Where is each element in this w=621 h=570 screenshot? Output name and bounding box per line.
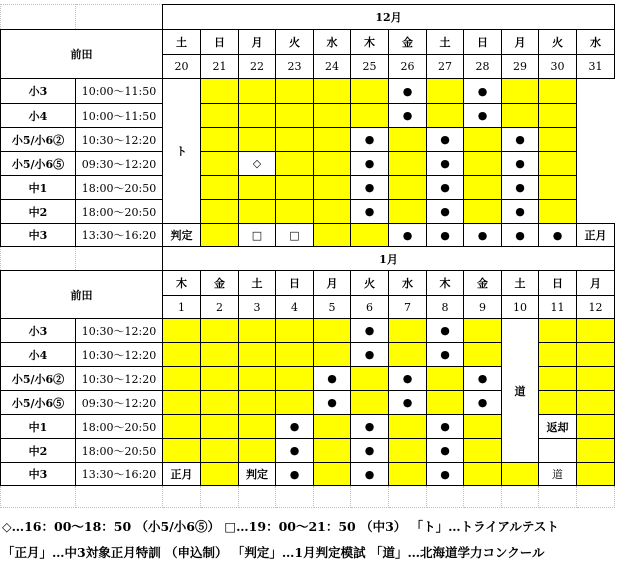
- schedule-cell: ●: [427, 224, 464, 247]
- schedule-cell: [276, 128, 314, 152]
- class-name: 中2: [1, 439, 76, 463]
- schedule-cell: ●: [502, 176, 539, 200]
- schedule-cell: 返却: [539, 415, 577, 439]
- schedule-cell: [389, 343, 427, 367]
- schedule-cell: [539, 152, 577, 176]
- schedule-cell: ◇: [239, 152, 276, 176]
- blank-cell: [76, 247, 163, 271]
- weekday-label: 金: [464, 271, 502, 296]
- date-label: 4: [276, 296, 314, 319]
- schedule-cell: ●: [389, 224, 427, 247]
- schedule-cell: ●: [427, 439, 464, 463]
- schedule-cell: [314, 128, 351, 152]
- date-label: 7: [389, 296, 427, 319]
- weekday-label: 土: [163, 30, 201, 55]
- schedule-cell: [577, 343, 615, 367]
- schedule-cell: [539, 343, 577, 367]
- blank-cell: [539, 486, 577, 508]
- weekday-label: 日: [276, 271, 314, 296]
- schedule-cell: [389, 128, 427, 152]
- schedule-cell: 判定: [239, 463, 276, 486]
- schedule-cell: [239, 104, 276, 128]
- schedule-cell: [239, 128, 276, 152]
- class-name: 小5/小6②: [1, 367, 76, 391]
- schedule-cell: [539, 200, 577, 224]
- schedule-cell: ●: [464, 391, 502, 415]
- weekday-label: 水: [577, 30, 615, 55]
- schedule-cell: ●: [427, 415, 464, 439]
- schedule-cell: ●: [276, 439, 314, 463]
- class-time: 10:30～12:20: [76, 128, 163, 152]
- class-time: 13:30～16:20: [76, 463, 163, 486]
- schedule-cell: [464, 439, 502, 463]
- date-label: 1: [163, 296, 201, 319]
- weekday-label: 水: [314, 30, 351, 55]
- schedule-cell: [539, 319, 577, 343]
- schedule-cell: [314, 463, 351, 486]
- schedule-cell: [276, 367, 314, 391]
- schedule-cell: ●: [351, 415, 389, 439]
- judgement-cell: 判定: [163, 224, 201, 247]
- date-label: 5: [314, 296, 351, 319]
- blank-cell: [76, 5, 163, 30]
- schedule-cell: ●: [351, 319, 389, 343]
- schedule-cell: 正月: [577, 224, 615, 247]
- schedule-cell: [239, 200, 276, 224]
- class-name: 小5/小6⑤: [1, 152, 76, 176]
- schedule-cell: [464, 463, 502, 486]
- schedule-cell: ●: [351, 128, 389, 152]
- schedule-cell: [427, 79, 464, 104]
- date-label: 25: [351, 55, 389, 79]
- class-time: 10:30～12:20: [76, 367, 163, 391]
- schedule-cell: ●: [502, 152, 539, 176]
- weekday-label: 火: [539, 30, 577, 55]
- schedule-cell: [314, 224, 351, 247]
- schedule-cell: [201, 224, 239, 247]
- schedule-cell: [502, 463, 539, 486]
- schedule-cell: [201, 439, 239, 463]
- weekday-label: 日: [201, 30, 239, 55]
- blank-cell: [314, 486, 351, 508]
- schedule-cell: [276, 176, 314, 200]
- class-time: 10:30～12:20: [76, 319, 163, 343]
- weekday-label: 火: [276, 30, 314, 55]
- schedule-cell: [314, 152, 351, 176]
- schedule-cell: [351, 367, 389, 391]
- schedule-cell: [201, 200, 239, 224]
- weekday-label: 日: [539, 271, 577, 296]
- schedule-cell: ●: [276, 415, 314, 439]
- schedule-cell: [427, 367, 464, 391]
- class-time: 10:00～11:50: [76, 79, 163, 104]
- date-label: 28: [464, 55, 502, 79]
- schedule-cell: [389, 152, 427, 176]
- schedule-cell: ●: [464, 224, 502, 247]
- schedule-cell: [276, 79, 314, 104]
- date-label: 10: [502, 296, 539, 319]
- schedule-cell: ●: [351, 343, 389, 367]
- weekday-label: 土: [502, 271, 539, 296]
- schedule-cell: ●: [351, 463, 389, 486]
- schedule-cell: [201, 463, 239, 486]
- schedule-cell: [276, 319, 314, 343]
- schedule-cell: [389, 176, 427, 200]
- schedule-cell: [201, 176, 239, 200]
- blank-cell: [427, 486, 464, 508]
- schedule-cell: [239, 343, 276, 367]
- schedule-cell: [314, 79, 351, 104]
- trial-test-cell: ト: [163, 79, 201, 224]
- schedule-cell: [389, 415, 427, 439]
- schedule-cell: [389, 439, 427, 463]
- date-label: 31: [577, 55, 615, 79]
- weekday-label: 水: [389, 271, 427, 296]
- schedule-cell: [201, 79, 239, 104]
- class-name: 小5/小6⑤: [1, 391, 76, 415]
- teacher-name: 前田: [1, 30, 163, 79]
- weekday-label: 木: [163, 271, 201, 296]
- schedule-cell: [502, 79, 539, 104]
- blank-cell: [163, 486, 201, 508]
- class-time: 10:30～12:20: [76, 343, 163, 367]
- class-name: 中2: [1, 200, 76, 224]
- schedule-cell: □: [239, 224, 276, 247]
- date-label: 12: [577, 296, 615, 319]
- schedule-cell: [464, 200, 502, 224]
- schedule-cell: ●: [502, 224, 539, 247]
- schedule-cell: ●: [464, 79, 502, 104]
- schedule-cell: [163, 415, 201, 439]
- schedule-cell: [539, 439, 577, 463]
- schedule-cell: [314, 343, 351, 367]
- schedule-cell: ●: [389, 79, 427, 104]
- schedule-cell: [314, 176, 351, 200]
- schedule-cell: ●: [427, 176, 464, 200]
- weekday-label: 木: [351, 30, 389, 55]
- schedule-cell: [201, 152, 239, 176]
- class-name: 中1: [1, 176, 76, 200]
- class-name: 中1: [1, 415, 76, 439]
- schedule-cell: [163, 367, 201, 391]
- weekday-label: 月: [239, 30, 276, 55]
- schedule-cell: [464, 319, 502, 343]
- date-label: 30: [539, 55, 577, 79]
- date-label: 29: [502, 55, 539, 79]
- weekday-label: 月: [502, 30, 539, 55]
- date-label: 24: [314, 55, 351, 79]
- schedule-cell: [201, 415, 239, 439]
- weekday-label: 金: [389, 30, 427, 55]
- schedule-cell: ●: [276, 463, 314, 486]
- blank-cell: [201, 486, 239, 508]
- schedule-cell: [539, 104, 577, 128]
- schedule-cell: [577, 391, 615, 415]
- schedule-cell: [539, 128, 577, 152]
- weekday-label: 金: [201, 271, 239, 296]
- schedule-cell: [239, 415, 276, 439]
- date-label: 23: [276, 55, 314, 79]
- schedule-cell: [464, 128, 502, 152]
- date-label: 3: [239, 296, 276, 319]
- class-name: 小3: [1, 79, 76, 104]
- schedule-cell: [276, 391, 314, 415]
- blank-cell: [76, 486, 163, 508]
- class-time: 09:30～12:20: [76, 391, 163, 415]
- schedule-cell: [239, 367, 276, 391]
- blank-cell: [239, 486, 276, 508]
- schedule-cell: [201, 104, 239, 128]
- date-label: 6: [351, 296, 389, 319]
- schedule-cell: [239, 319, 276, 343]
- schedule-cell: ●: [464, 367, 502, 391]
- blank-cell: [1, 247, 76, 271]
- schedule-cell: ●: [427, 152, 464, 176]
- date-label: 26: [389, 55, 427, 79]
- blank-cell: [389, 486, 427, 508]
- date-label: 22: [239, 55, 276, 79]
- schedule-cell: ●: [351, 439, 389, 463]
- weekday-label: 月: [577, 271, 615, 296]
- class-name: 中3: [1, 463, 76, 486]
- schedule-cell: [351, 104, 389, 128]
- schedule-cell: [502, 104, 539, 128]
- schedule-cell: [163, 439, 201, 463]
- schedule-cell: [201, 367, 239, 391]
- schedule-cell: [314, 415, 351, 439]
- schedule-cell: ●: [502, 128, 539, 152]
- schedule-cell: [577, 439, 615, 463]
- schedule-cell: [539, 391, 577, 415]
- schedule-cell: [239, 439, 276, 463]
- schedule-cell: ●: [351, 152, 389, 176]
- class-name: 小4: [1, 104, 76, 128]
- schedule-cell: [314, 104, 351, 128]
- class-time: 13:30～16:20: [76, 224, 163, 247]
- blank-cell: [1, 486, 76, 508]
- weekday-label: 土: [239, 271, 276, 296]
- class-time: 18:00～20:50: [76, 176, 163, 200]
- schedule-cell: [314, 439, 351, 463]
- schedule-cell: □: [276, 224, 314, 247]
- blank-cell: [464, 486, 502, 508]
- schedule-cell: [464, 343, 502, 367]
- schedule-cell: ●: [539, 224, 577, 247]
- class-name: 中3: [1, 224, 76, 247]
- class-name: 小4: [1, 343, 76, 367]
- weekday-label: 日: [464, 30, 502, 55]
- schedule-cell: [577, 319, 615, 343]
- schedule-cell: [163, 343, 201, 367]
- schedule-cell: ●: [502, 200, 539, 224]
- schedule-cell: ●: [427, 463, 464, 486]
- schedule-cell: [539, 176, 577, 200]
- schedule-cell: [276, 200, 314, 224]
- schedule-cell: [276, 104, 314, 128]
- schedule-cell: [314, 319, 351, 343]
- month-label: 1月: [163, 247, 615, 271]
- date-label: 20: [163, 55, 201, 79]
- weekday-label: 月: [314, 271, 351, 296]
- schedule-cell: [577, 463, 615, 486]
- schedule-cell: [163, 319, 201, 343]
- date-label: 11: [539, 296, 577, 319]
- month-label: 12月: [163, 5, 615, 30]
- schedule-cell: [201, 343, 239, 367]
- schedule-cell: 正月: [163, 463, 201, 486]
- schedule-cell: [464, 415, 502, 439]
- schedule-cell: [539, 79, 577, 104]
- schedule-cell: [389, 463, 427, 486]
- schedule-cell: ●: [314, 367, 351, 391]
- schedule-cell: [427, 104, 464, 128]
- schedule-cell: [464, 152, 502, 176]
- schedule-cell: [314, 200, 351, 224]
- schedule-cell: [276, 152, 314, 176]
- schedule-cell: ●: [389, 104, 427, 128]
- contest-cell: 道: [502, 319, 539, 463]
- schedule-cell: ●: [427, 128, 464, 152]
- blank-cell: [276, 486, 314, 508]
- legend-line-2: 「正月」…中3対象正月特訓 （申込制） 「判定」…1月判定模試 「道」…北海道学力コンクール: [2, 545, 545, 560]
- schedule-cell: [427, 391, 464, 415]
- schedule-cell: [351, 391, 389, 415]
- schedule-cell: ●: [351, 176, 389, 200]
- class-time: 18:00～20:50: [76, 200, 163, 224]
- schedule-cell: ●: [351, 200, 389, 224]
- schedule-cell: ●: [389, 391, 427, 415]
- schedule-cell: [163, 391, 201, 415]
- schedule-cell: [389, 200, 427, 224]
- class-time: 18:00～20:50: [76, 439, 163, 463]
- schedule-cell: ●: [389, 367, 427, 391]
- schedule-cell: [276, 343, 314, 367]
- blank-cell: [502, 486, 539, 508]
- schedule-cell: ●: [427, 343, 464, 367]
- schedule-cell: [464, 176, 502, 200]
- schedule-cell: [539, 367, 577, 391]
- schedule-table: [0, 4, 615, 508]
- schedule-cell: [201, 391, 239, 415]
- schedule-cell: 道: [539, 463, 577, 486]
- weekday-label: 火: [351, 271, 389, 296]
- schedule-cell: [239, 176, 276, 200]
- class-name: 小3: [1, 319, 76, 343]
- legend-line-1: ◇…16：00～18：50 （小5/小6⑤） □…19：00～21：50 （中3） 「ト」…トライアルテスト: [2, 519, 559, 534]
- schedule-cell: [239, 79, 276, 104]
- class-time: 18:00～20:50: [76, 415, 163, 439]
- weekday-label: 土: [427, 30, 464, 55]
- blank-cell: [1, 5, 76, 30]
- class-time: 10:00～11:50: [76, 104, 163, 128]
- weekday-label: 木: [427, 271, 464, 296]
- date-label: 21: [201, 55, 239, 79]
- schedule-cell: [239, 391, 276, 415]
- schedule-cell: [389, 319, 427, 343]
- schedule-cell: ●: [427, 200, 464, 224]
- schedule-cell: [351, 224, 389, 247]
- schedule-cell: [201, 128, 239, 152]
- schedule-cell: [577, 367, 615, 391]
- teacher-name: 前田: [1, 271, 163, 319]
- class-name: 小5/小6②: [1, 128, 76, 152]
- schedule-cell: ●: [427, 319, 464, 343]
- schedule-cell: ●: [314, 391, 351, 415]
- date-label: 9: [464, 296, 502, 319]
- schedule-cell: [351, 79, 389, 104]
- blank-cell: [351, 486, 389, 508]
- schedule-cell: ●: [464, 104, 502, 128]
- schedule-cell: [201, 319, 239, 343]
- blank-cell: [577, 486, 615, 508]
- date-label: 2: [201, 296, 239, 319]
- class-time: 09:30～12:20: [76, 152, 163, 176]
- schedule-cell: [577, 415, 615, 439]
- date-label: 27: [427, 55, 464, 79]
- date-label: 8: [427, 296, 464, 319]
